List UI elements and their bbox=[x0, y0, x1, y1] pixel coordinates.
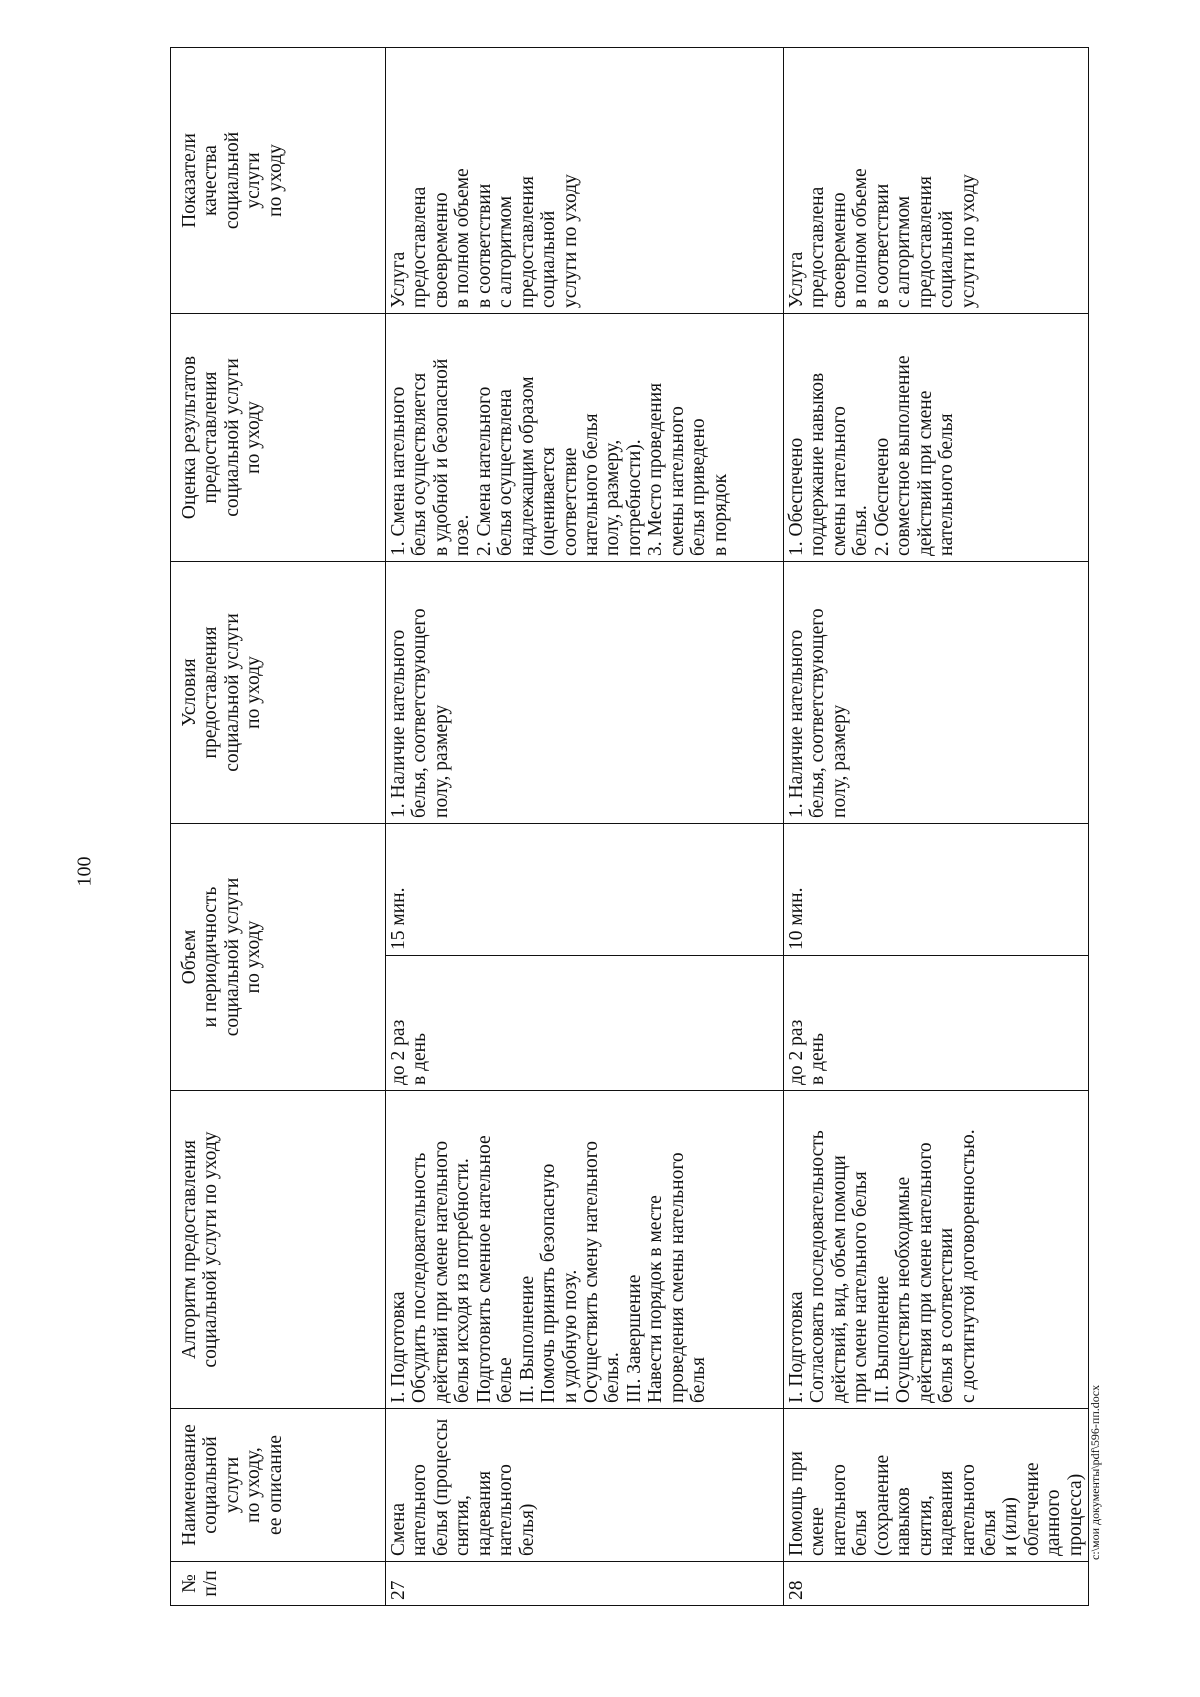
row-conditions: 1. Наличие нательного белья, соответствующего полу, размеру bbox=[386, 561, 784, 823]
footer-file-path: c:\мои документы\pdf\596-пп.docx bbox=[1088, 1384, 1102, 1560]
row-duration: 15 мин. bbox=[386, 823, 784, 955]
page-number: 100 bbox=[73, 856, 96, 887]
header-conditions: Условия предоставления социальной услуги по уходу bbox=[171, 561, 386, 823]
row-name: Смена нательного белья (процессы снятия, надевания нательного белья) bbox=[386, 1409, 784, 1562]
services-table bbox=[170, 47, 1089, 1606]
document-table-region bbox=[170, 48, 1086, 1606]
row-num: 28 bbox=[784, 1562, 1089, 1606]
row-quality: Услуга предоставлена своевременно в полном объеме в соответствии с алгоритмом предоставления социальной услуги по уходу bbox=[386, 47, 784, 313]
header-evaluation: Оценка результатов предоставления социальной услуги по уходу bbox=[171, 313, 386, 561]
row-num: 27 bbox=[386, 1562, 784, 1606]
row-algorithm: I. Подготовка Согласовать последовательность действий, вид, объем помощи при смене нательного белья II. Выполнение Осуществить необходимые действия при смене нательного белья в соответствии с достигнутой договоренностью. bbox=[784, 1091, 1089, 1409]
header-num: № п/п bbox=[171, 1562, 386, 1606]
row-algorithm: I. Подготовка Обсудить последовательность действий при смене нательного белья исходя из потребности. Подготовить сменное нательное белье II. Выполнение Помочь принять безопасную и удобную позу. Осуществить смену нательного белья. III. Завершение Навести порядок в месте проведения смены нательного белья bbox=[386, 1091, 784, 1409]
header-name: Наименование социальной услуги по уходу, ее описание bbox=[171, 1409, 386, 1562]
header-quality: Показатели качества социальной услуги по уходу bbox=[171, 47, 386, 313]
row-evaluation: 1. Обеспечено поддержание навыков смены нательного белья. 2. Обеспечено совместное выполнение действий при смене нательного белья bbox=[784, 313, 1089, 561]
row-periodicity: до 2 раз в день bbox=[784, 956, 1089, 1091]
rotated-table-container bbox=[170, 48, 1086, 1606]
row-name: Помощь при смене нательного белья (сохранение навыков снятия, надевания нательного белья и (или) облегчение данного процесса) bbox=[784, 1409, 1089, 1562]
table-row bbox=[784, 47, 1089, 1605]
row-conditions: 1. Наличие нательного белья, соответствующего полу, размеру bbox=[784, 561, 1089, 823]
row-periodicity: до 2 раз в день bbox=[386, 956, 784, 1091]
row-duration: 10 мин. bbox=[784, 823, 1089, 955]
table-row bbox=[386, 47, 784, 1605]
row-quality: Услуга предоставлена своевременно в полном объеме в соответствии с алгоритмом предоставления социальной услуги по уходу bbox=[784, 47, 1089, 313]
row-evaluation: 1. Смена нательного белья осуществляется в удобной и безопасной позе. 2. Смена нательного белья осуществлена надлежащим образом (оценивается соответствие нательного белья полу, размеру, потребности). 3. Место проведения смены нательного белья приведено в порядок bbox=[386, 313, 784, 561]
header-volume: Объем и периодичность социальной услуги по уходу bbox=[171, 823, 386, 1090]
header-row bbox=[171, 47, 386, 1605]
header-algorithm: Алгоритм предоставления социальной услуги по уходу bbox=[171, 1091, 386, 1409]
